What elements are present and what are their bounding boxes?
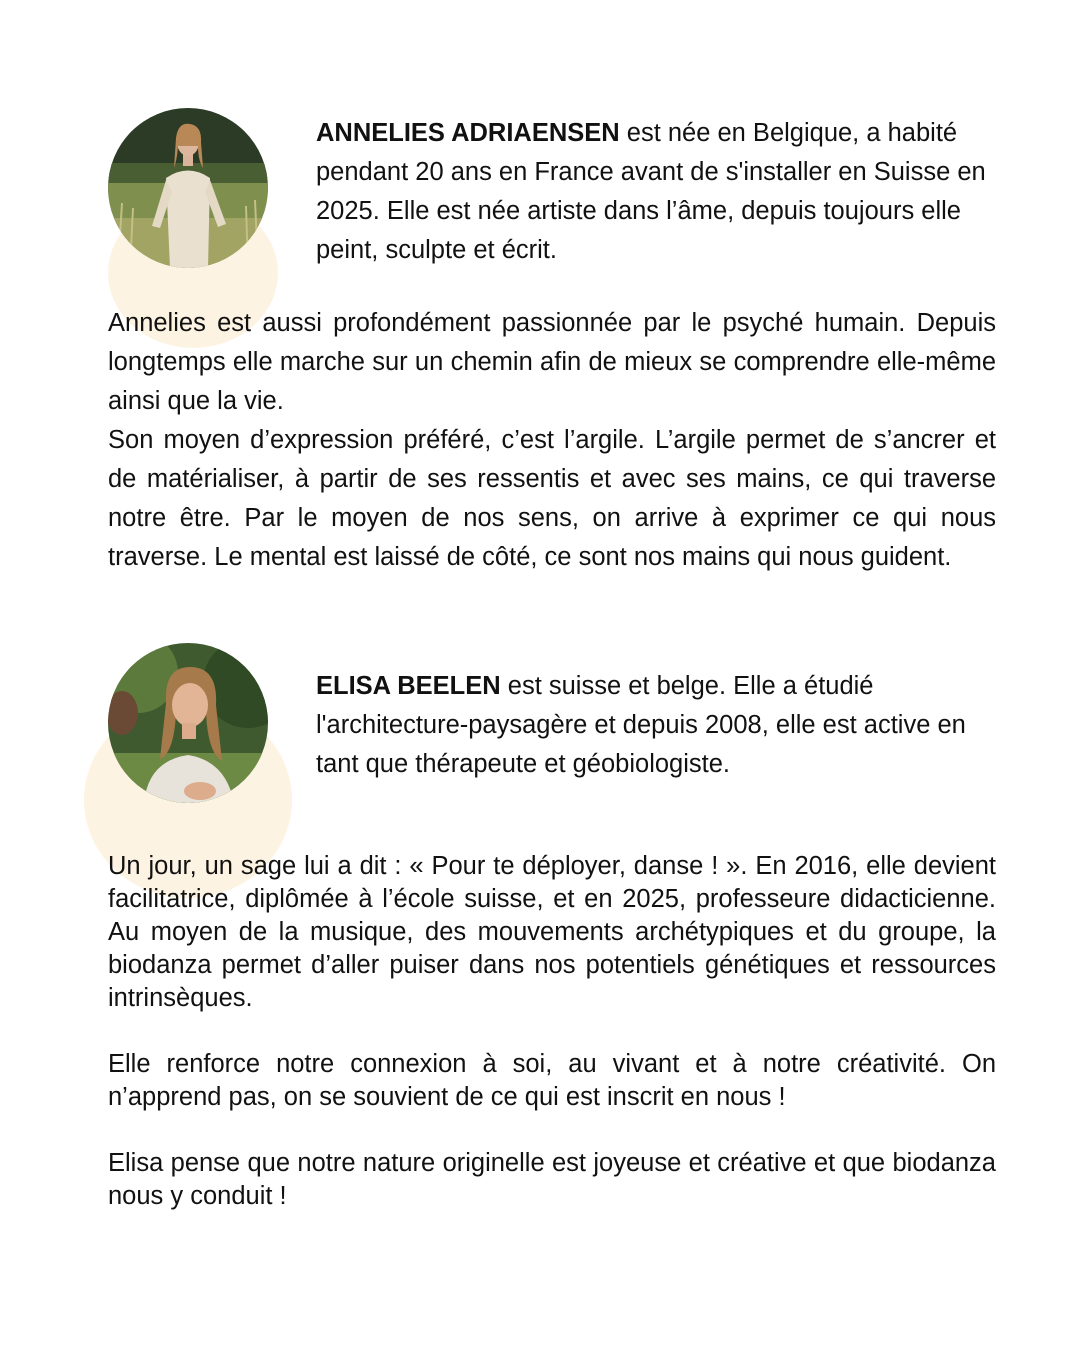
annelies-intro	[316, 114, 1006, 270]
elisa-paragraph: Elle renforce notre connexion à soi, au vivant et à notre créativité. On n’apprend pas, on se souvient de ce qui est inscrit en nous !	[108, 1050, 996, 1111]
elisa-paragraph: Un jour, un sage lui a dit : « Pour te déployer, danse ! ». En 2016, elle devient facilitatrice, diplômée à l’école suisse, et en 2025, professeure didacticienne. Au moyen de la musique, des mouvements archétypiques et du groupe, la biodanza permet d’aller puiser dans nos potentiels génétiques et ressources intrinsèques.	[108, 852, 996, 1012]
annelies-name: ANNELIES ADRIAENSEN	[316, 119, 620, 147]
elisa-paragraph: Elisa pense que notre nature originelle est joyeuse et créative et que biodanza nous y conduit !	[108, 1149, 996, 1210]
elisa-name: ELISA BEELEN	[316, 672, 501, 700]
elisa-intro-text: est suisse et belge. Elle a étudié l'architecture-paysagère et depuis 2008, elle est active en tant que thérapeute et géobiologiste.	[316, 672, 966, 778]
portrait-photo-icon	[108, 643, 268, 803]
annelies-paragraph: Son moyen d’expression préféré, c’est l’argile. L’argile permet de s’ancrer et de matérialiser, à partir de ses ressentis et avec ses mains, ce qui traverse notre être. Par le moyen de nos sens, on arrive à exprimer ce qui nous traverse. Le mental est laissé de côté, ce sont nos mains qui nous guident.	[108, 426, 996, 571]
annelies-portrait	[108, 108, 268, 268]
annelies-paragraph: Annelies est aussi profondément passionnée par le psyché humain. Depuis longtemps elle marche sur un chemin afin de mieux se comprendre elle-même ainsi que la vie.	[108, 309, 996, 415]
elisa-portrait	[108, 643, 268, 803]
portrait-photo-icon	[108, 108, 268, 268]
annelies-intro-text: est née en Belgique, a habité pendant 20 ans en France avant de s'installer en Suisse en 2025. Elle est née artiste dans l’âme, depuis toujours elle peint, sculpte et écrit.	[316, 119, 986, 264]
elisa-intro	[316, 667, 1006, 784]
